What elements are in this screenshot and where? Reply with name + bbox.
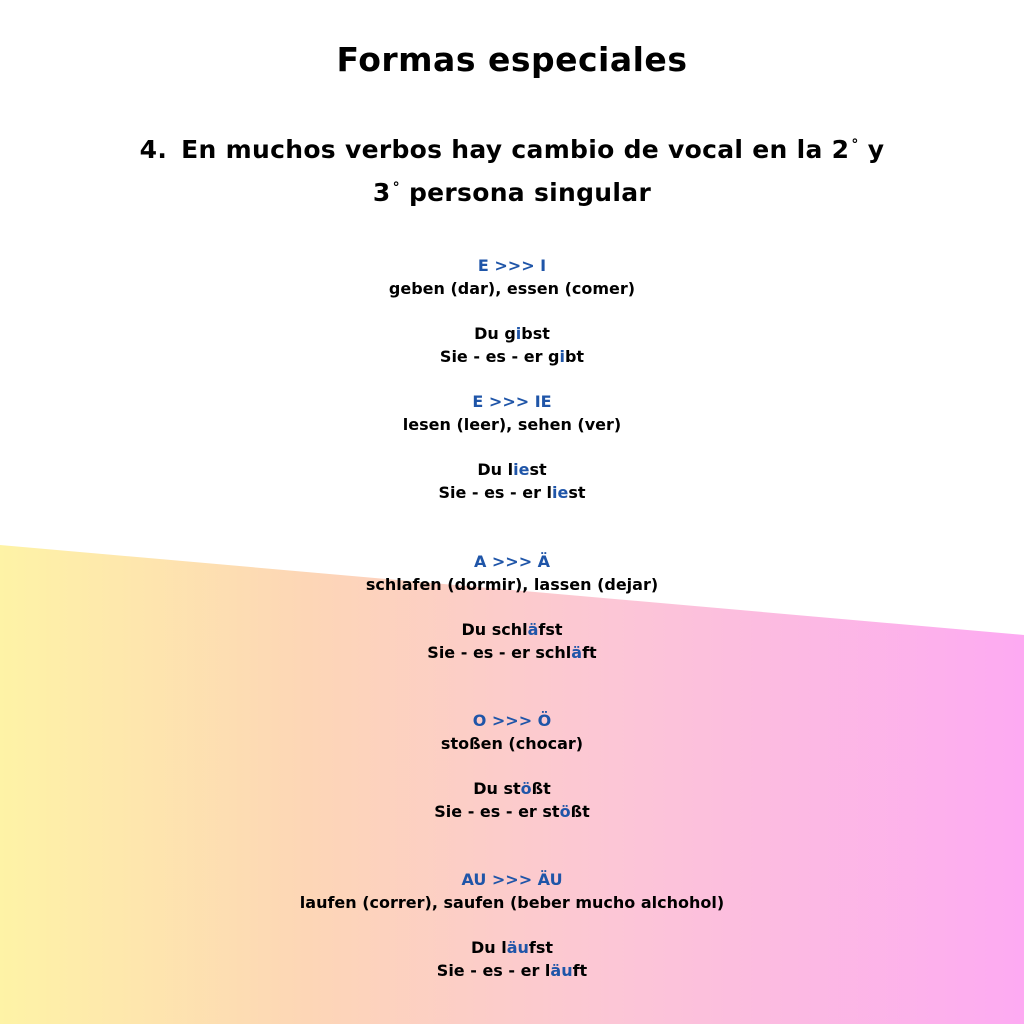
du-form: Du läufst [470, 938, 554, 957]
verb-examples: laufen (correr), saufen (beber mucho alchohol) [299, 893, 725, 912]
rule-number: 4. [139, 135, 168, 164]
pattern-label: AU >>> ÄU [461, 870, 563, 889]
sie-es-er-form: Sie - es - er gibt [439, 347, 585, 366]
pattern-label: A >>> Ä [473, 552, 551, 571]
pattern-label: E >>> IE [472, 392, 552, 411]
degree-sign: ° [392, 180, 400, 196]
vowel-change-group-e-i [0, 254, 1024, 368]
verb-examples: stoßen (chocar) [440, 734, 584, 753]
rule-line2-prefix: 3 [372, 178, 391, 207]
pattern-label: O >>> Ö [472, 711, 552, 730]
rule-heading [120, 126, 904, 212]
rule-line-2 [120, 169, 904, 212]
page-title: Formas especiales [336, 40, 688, 79]
vowel-change-group-a-ae [0, 550, 1024, 664]
vowel-change-group-au-aeu [0, 868, 1024, 982]
rule-line-1 [120, 126, 904, 169]
du-form: Du schläfst [461, 620, 563, 639]
verb-examples: schlafen (dormir), lassen (dejar) [365, 575, 659, 594]
du-form: Du liest [477, 460, 547, 479]
sie-es-er-form: Sie - es - er liest [438, 483, 586, 502]
sie-es-er-form: Sie - es - er schläft [427, 643, 597, 662]
sie-es-er-form: Sie - es - er stößt [434, 802, 590, 821]
rule-line2-text: persona singular [408, 178, 652, 207]
degree-sign: ° [851, 137, 859, 153]
vowel-change-group-o-oe [0, 709, 1024, 823]
verb-examples: lesen (leer), sehen (ver) [402, 415, 622, 434]
verb-examples: geben (dar), essen (comer) [388, 279, 636, 298]
pattern-label: E >>> I [477, 256, 547, 275]
du-form: Du stößt [473, 779, 551, 798]
sie-es-er-form: Sie - es - er läuft [436, 961, 588, 980]
rule-line1-text: En muchos verbos hay cambio de vocal en la 2 [181, 135, 850, 164]
du-form: Du gibst [474, 324, 550, 343]
rule-line1-suffix: y [867, 135, 885, 164]
vowel-change-group-e-ie [0, 390, 1024, 504]
